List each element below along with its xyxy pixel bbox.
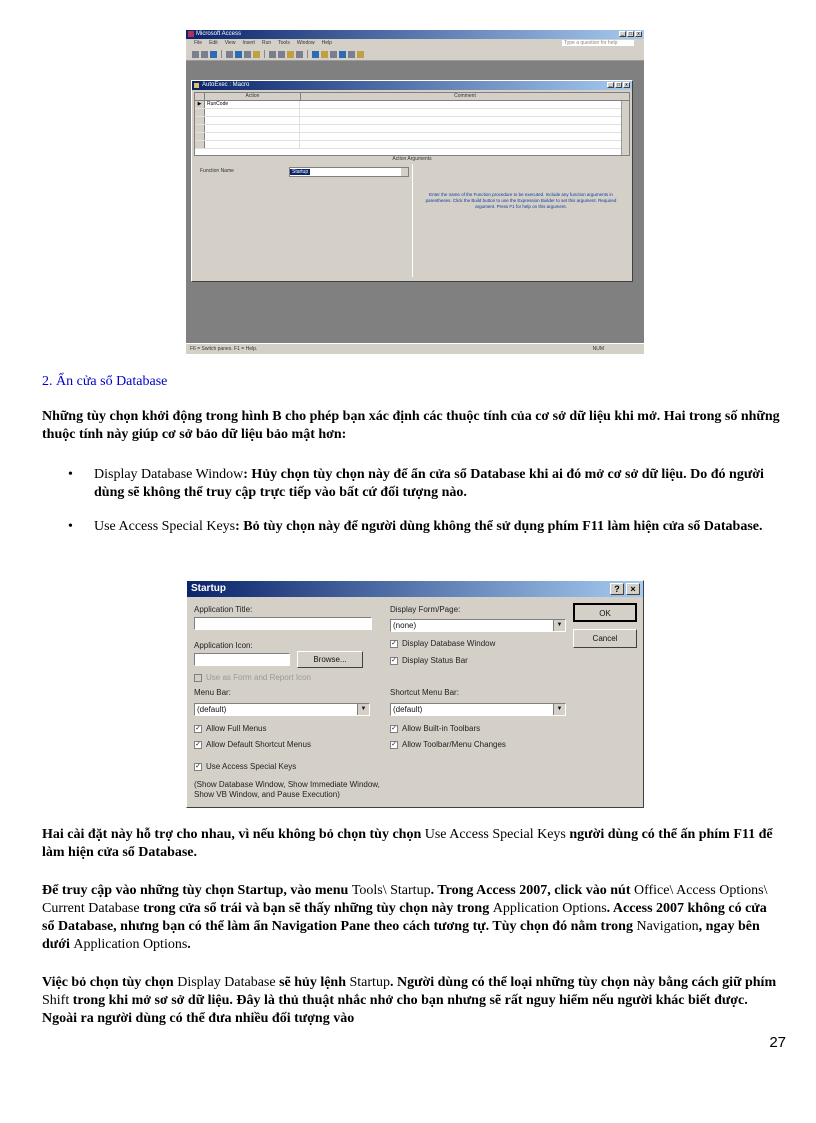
table-row[interactable]	[195, 125, 629, 133]
run-icon[interactable]	[312, 51, 319, 58]
list-item: • Use Access Special Keys: Bỏ tùy chọn này để người dùng không thể sử dụng phím F11 làm hiện cửa sổ Database.	[68, 519, 763, 534]
p3-g: . Access 2007 không có cửa sổ Database, nhưng bạn có thể làm ẩn Navigation Pane theo cách tương tự. Tùy chọn đó nằm trong	[42, 901, 767, 934]
allow-default-shortcut-checkbox[interactable]	[194, 740, 311, 749]
bullet-term: Use Access Special Keys	[94, 519, 236, 534]
special-keys-note: (Show Database Window, Show Immediate Window, Show VB Window, and Pause Execution)	[194, 780, 380, 799]
function-name-value: Startup	[292, 169, 309, 175]
allow-default-shortcut-label: Allow Default Shortcut Menus	[206, 740, 311, 749]
function-name-input[interactable]	[289, 167, 409, 177]
checkbox-box[interactable]: ✓	[391, 724, 397, 732]
paste-icon[interactable]	[244, 51, 251, 58]
list-item: • Display Database Window: Hủy chọn tùy chọn này để ẩn cửa sổ Database khi ai đó mở cơ sở dữ liệu. Do đó người dùng sẽ không thể truy cập trực tiếp vào bất cứ đối tượng nào.	[68, 467, 764, 500]
col-comment-header: Comment	[454, 93, 476, 99]
action-arguments-label: Action Arguments	[392, 156, 432, 162]
database-window-icon[interactable]	[339, 51, 346, 58]
p3-i: , ngay bên dưới	[42, 919, 760, 952]
row-action[interactable]: RunCode	[205, 101, 300, 108]
macro-title: AutoExec : Macro	[202, 82, 250, 88]
bullet-term: Display Database Window	[94, 467, 244, 482]
dialog-title: Startup	[191, 583, 226, 594]
table-row[interactable]	[195, 117, 629, 125]
paragraph-3	[42, 882, 782, 954]
macro-maximize-icon[interactable]: □	[616, 82, 621, 88]
menu-bar-label: Menu Bar:	[194, 688, 231, 697]
macro-window	[191, 80, 633, 282]
menu-bar-value: (default)	[197, 705, 227, 714]
macro-close-icon[interactable]: x	[623, 82, 630, 88]
new-object-icon[interactable]	[348, 51, 355, 58]
allow-builtin-toolbars-checkbox[interactable]	[390, 724, 480, 733]
help-question-box[interactable]: Type a question for help	[562, 40, 634, 46]
menu-view[interactable]: View	[224, 40, 236, 46]
p3-b: Tools\ Startup	[351, 883, 431, 898]
menu-bar-select[interactable]	[194, 703, 370, 716]
use-special-keys-checkbox[interactable]	[194, 762, 296, 771]
p4-b: Display Database	[177, 975, 276, 990]
insert-rows-icon[interactable]	[269, 51, 276, 58]
bullet-text: : Hủy chọn tùy chọn này để ẩn cửa sổ Database khi ai đó mở cơ sở dữ liệu. Do đó người dùng sẽ không thể truy cập trực tiếp vào bất cứ đối tượng nào.	[94, 467, 764, 500]
menu-insert[interactable]: Insert	[242, 40, 255, 46]
bullet-list	[42, 466, 782, 536]
access-title: Microsoft Access	[196, 31, 242, 37]
shortcut-menu-value: (default)	[393, 705, 423, 714]
allow-toolbar-changes-label: Allow Toolbar/Menu Changes	[402, 740, 506, 749]
app-icon-label: Application Icon:	[194, 641, 253, 650]
macro-minimize-icon[interactable]: _	[607, 82, 614, 88]
print-icon[interactable]	[201, 51, 208, 58]
p4-g: trong khi mở sơ sở dữ liệu. Đây là thủ thuật nhắc nhở cho bạn nhưng sẽ rất nguy hiểm nếu người khác biết được. Ngoài ra người dùng có thể đưa nhiều đối tượng vào	[42, 993, 748, 1026]
chevron-down-icon[interactable]: ▼	[553, 620, 565, 631]
status-num: NUM	[592, 346, 604, 352]
access-app-icon	[188, 31, 194, 37]
access-title-bar	[186, 30, 644, 39]
menu-file[interactable]: File	[194, 40, 203, 46]
p3-k: .	[187, 937, 191, 952]
cut-icon[interactable]	[226, 51, 233, 58]
delete-rows-icon[interactable]	[278, 51, 285, 58]
checkbox-box[interactable]: ✓	[391, 639, 397, 647]
action-arguments-pane	[194, 164, 628, 277]
checkbox-box[interactable]: ✓	[195, 740, 201, 748]
checkbox-box[interactable]	[194, 674, 202, 682]
p4-f: Shift	[42, 993, 70, 1008]
display-form-value: (none)	[393, 621, 417, 630]
help-icon[interactable]	[357, 51, 364, 58]
paragraph-4	[42, 974, 782, 1028]
checkbox-box[interactable]: ✓	[195, 724, 201, 732]
p3-e: trong cửa sổ trái và bạn sẽ thấy những tùy chọn này trong	[139, 901, 493, 916]
p3-j: Application Options	[73, 937, 188, 952]
dialog-title-bar	[187, 581, 643, 597]
undo-icon[interactable]	[253, 51, 260, 58]
save-icon[interactable]	[192, 51, 199, 58]
checkbox-box[interactable]: ✓	[195, 762, 201, 770]
checkbox-box[interactable]: ✓	[391, 656, 397, 664]
argument-help-text: Enter the name of the Function procedure to be executed. Include any function arguments in parentheses. Click the Build button to use the Expression Builder to set this argument. Required argument. Press F1 for help on this argument.	[425, 192, 617, 209]
p4-c: sẽ hủy lệnh	[275, 975, 350, 990]
p3-c: . Trong Access 2007, click vào nút	[430, 883, 634, 898]
intro-paragraph: Những tùy chọn khởi động trong hình B cho phép bạn xác định các thuộc tính của cơ sở dữ liệu khi mở. Hai trong số những thuộc tính này giúp cơ sở bảo dữ liệu bảo mật hơn:	[42, 409, 780, 442]
section-heading: 2. Ẩn cửa sổ Database	[42, 374, 168, 389]
p4-d: Startup	[349, 975, 390, 990]
macro-names-icon[interactable]	[287, 51, 294, 58]
copy-icon[interactable]	[235, 51, 242, 58]
shortcut-menu-label: Shortcut Menu Bar:	[390, 688, 459, 697]
use-icon-checkbox[interactable]	[194, 673, 311, 682]
startup-dialog	[186, 580, 644, 808]
display-form-select[interactable]	[390, 619, 566, 632]
conditions-icon[interactable]	[296, 51, 303, 58]
col-action-header: Action	[205, 93, 301, 100]
menu-run[interactable]: Run	[261, 40, 272, 46]
display-status-bar-checkbox[interactable]	[390, 656, 468, 665]
page-number: 27	[769, 1034, 786, 1051]
display-form-label: Display Form/Page:	[390, 605, 461, 614]
p2-text-c: người dùng có thể ấn phím F11 để làm hiện cửa sổ Database.	[42, 827, 773, 860]
menu-tools[interactable]: Tools	[278, 40, 290, 46]
p3-d: Office\ Access Options\ Current Database	[42, 883, 768, 916]
build-icon[interactable]	[330, 51, 337, 58]
maximize-icon[interactable]: □	[628, 31, 633, 37]
chevron-down-icon[interactable]: ▼	[553, 704, 565, 715]
close-icon[interactable]: ×	[626, 583, 640, 595]
p4-a: Việc bỏ chọn tùy chọn	[42, 975, 178, 990]
display-status-bar-label: Display Status Bar	[402, 656, 468, 665]
checkbox-box[interactable]: ✓	[391, 740, 397, 748]
table-row[interactable]	[195, 141, 629, 149]
cancel-button[interactable]: Cancel	[573, 629, 637, 648]
allow-full-menus-label: Allow Full Menus	[206, 724, 267, 733]
app-icon-input[interactable]	[194, 653, 290, 666]
close-icon[interactable]: x	[635, 31, 642, 37]
app-title-input[interactable]	[194, 617, 372, 630]
status-left: F6 = Switch panes. F1 = Help.	[190, 346, 258, 352]
p3-h: Navigation	[636, 919, 699, 934]
build-button[interactable]	[401, 168, 408, 176]
app-title-label: Application Title:	[194, 605, 253, 614]
macro-title-bar	[192, 81, 632, 90]
p3-f: Application Options	[492, 901, 607, 916]
use-special-keys-label: Use Access Special Keys	[206, 762, 297, 771]
bullet-text: : Bỏ tùy chọn này để người dùng không thể sử dụng phím F11 làm hiện cửa sổ Database.	[235, 519, 763, 534]
allow-builtin-toolbars-label: Allow Built-in Toolbars	[402, 724, 481, 733]
access-screenshot	[186, 30, 644, 354]
access-menu-bar	[186, 39, 644, 48]
access-status-bar	[186, 343, 644, 354]
macro-icon	[194, 83, 199, 88]
browse-button[interactable]: Browse...	[297, 651, 363, 668]
grid-scrollbar[interactable]	[621, 101, 629, 155]
ok-button[interactable]: OK	[573, 603, 637, 622]
p4-e: . Người dùng có thể loại những tùy chọn này bằng cách giữ phím	[389, 975, 777, 990]
help-icon[interactable]: ?	[610, 583, 624, 595]
table-row[interactable]: ▶ RunCode	[195, 101, 629, 109]
preview-icon[interactable]	[210, 51, 217, 58]
p2-term: Use Access Special Keys	[424, 827, 566, 842]
paragraph-2	[42, 826, 782, 862]
function-name-label: Function Name	[200, 168, 234, 174]
menu-edit[interactable]: Edit	[209, 40, 218, 46]
display-db-window-checkbox[interactable]	[390, 639, 495, 648]
p2-text-a: Hai cài đặt này hỗ trợ cho nhau, vì nếu không bỏ chọn tùy chọn	[42, 827, 425, 842]
menu-help[interactable]: Help	[321, 40, 332, 46]
shortcut-menu-select[interactable]	[390, 703, 566, 716]
allow-toolbar-changes-checkbox[interactable]	[390, 740, 506, 749]
step-icon[interactable]	[321, 51, 328, 58]
table-row[interactable]	[195, 109, 629, 117]
macro-grid	[194, 92, 630, 156]
access-toolbar	[186, 48, 644, 61]
allow-full-menus-checkbox[interactable]	[194, 724, 266, 733]
display-db-window-label: Display Database Window	[402, 639, 496, 648]
chevron-down-icon[interactable]: ▼	[357, 704, 369, 715]
minimize-icon[interactable]: _	[619, 31, 626, 37]
use-icon-label: Use as Form and Report Icon	[206, 673, 311, 682]
menu-window[interactable]: Window	[296, 40, 315, 46]
p3-a: Để truy cập vào những tùy chọn Startup, vào menu	[42, 883, 352, 898]
table-row[interactable]	[195, 133, 629, 141]
